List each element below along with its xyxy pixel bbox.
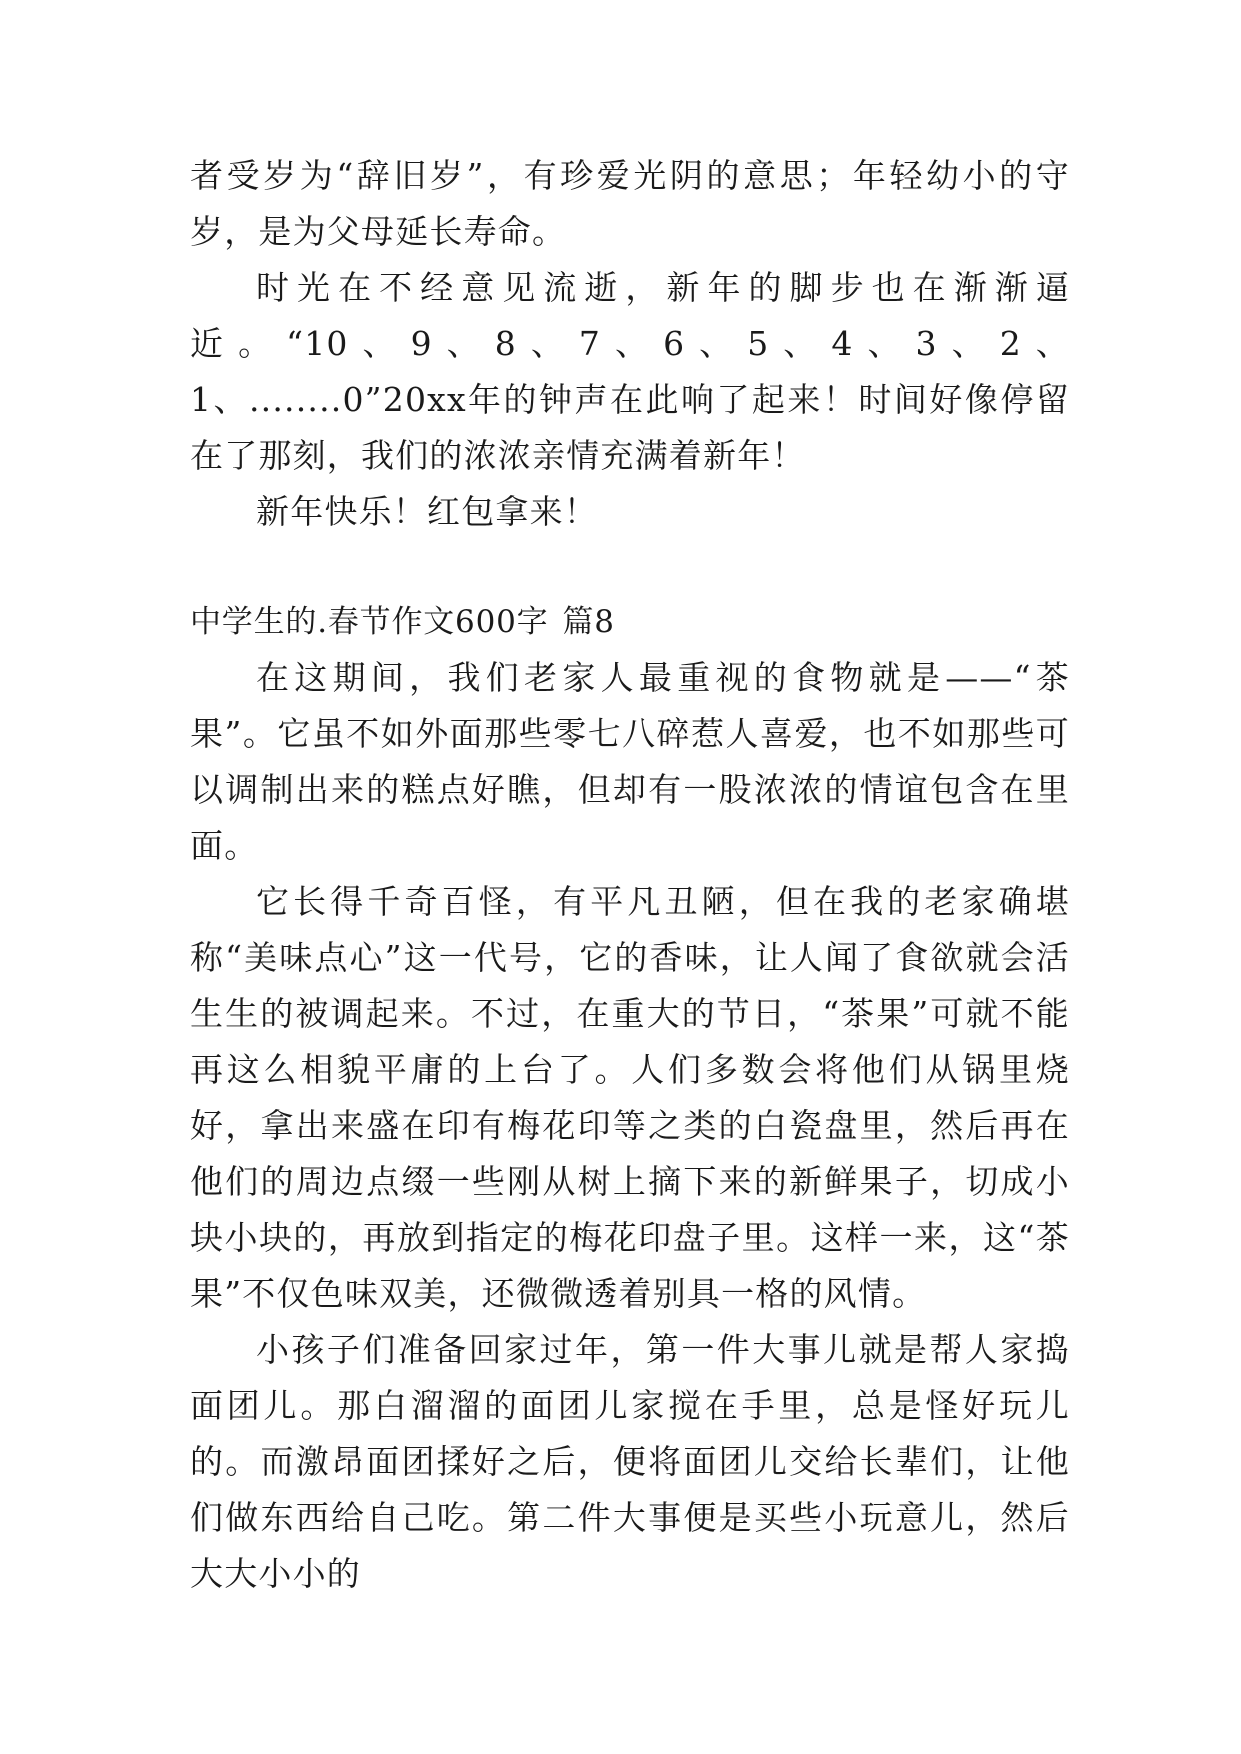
paragraph: 者受岁为“辞旧岁”，有珍爱光阴的意思；年轻幼小的守岁，是为父母延长寿命。 (190, 156, 1070, 251)
paragraph: 在这期间，我们老家人最重视的食物就是——“茶果”。它虽不如外面那些零七八碎惹人喜爱，也不如那些可以调制出来的糕点好瞧，但却有一股浓浓的情谊包含在里面。 (190, 658, 1070, 865)
section-title: 中学生的.春节作文600字 (190, 604, 549, 640)
paragraph: 它长得千奇百怪，有平凡丑陋，但在我的老家确堪称“美味点心”这一代号，它的香味，让人闻了食欲就会活生生的被调起来。不过，在重大的节日，“茶果”可就不能再这么相貌平庸的上台了。人们多数会将他们从锅里烧好，拿出来盛在印有梅花印等之类的白瓷盘里，然后再在他们的周边点缀一些刚从树上摘下来的新鲜果子，切成小块小块的，再放到指定的梅花印盘子里。这样一来，这“茶果”不仅色味双美，还微微透着别具一格的风情。 (190, 882, 1070, 1313)
paragraph: 新年快乐！红包拿来！ (256, 492, 598, 531)
paragraph: 时光在不经意见流逝，新年的脚步也在渐渐逼近。“10、9、8、7、6、5、4、3、2、1、........0”20xx年的钟声在此响了起来！时间好像停留在了那刻，我们的浓浓亲情充满着新年！ (190, 268, 1070, 475)
document-body (190, 148, 1070, 1602)
section-heading (190, 594, 1070, 650)
paragraph: 小孩子们准备回家过年，第一件大事儿就是帮人家捣面团儿。那白溜溜的面团儿家搅在手里，总是怪好玩儿的。而激昂面团揉好之后，便将面团儿交给长辈们，让他们做东西给自己吃。第二件大事便是买些小玩意儿，然后大大小小的 (190, 1330, 1070, 1593)
section-number: 篇8 (562, 604, 615, 640)
